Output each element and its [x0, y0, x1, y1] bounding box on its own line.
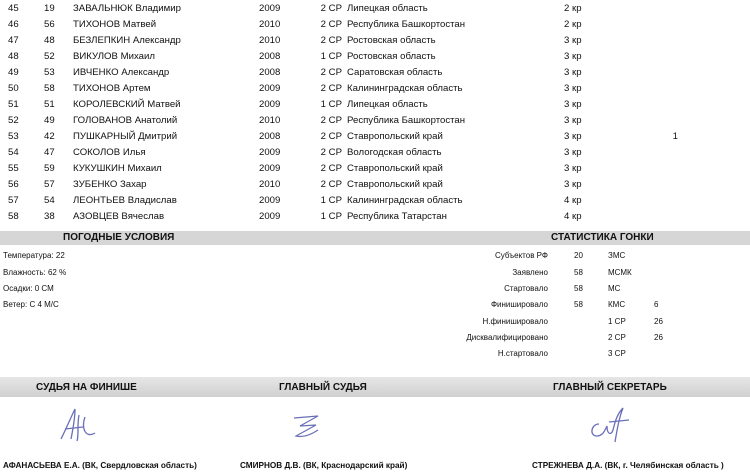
cell-year: 2009 — [259, 2, 281, 14]
table-row — [0, 96, 750, 112]
cell-result: 3 кр — [564, 114, 582, 126]
table-row — [0, 128, 750, 144]
cell-cat: 2 СР — [320, 82, 342, 94]
cell-place: 45 — [8, 2, 19, 14]
cell-cat: 2 СР — [320, 179, 342, 191]
chief-judge-signature — [288, 410, 328, 444]
cell-empty — [678, 144, 750, 160]
cell-empty — [678, 128, 750, 144]
table-row — [0, 80, 750, 96]
cell-name: ЗАВАЛЬНЮК Владимир — [73, 2, 181, 14]
table-row — [0, 16, 750, 32]
cell-points — [622, 16, 678, 32]
stats-rank: ЗМС — [608, 251, 626, 260]
cell-region: Республика Башкортостан — [347, 114, 466, 126]
cell-empty — [678, 112, 750, 128]
cell-region: Липецкая область — [347, 98, 428, 110]
stats-label: Дисквалифицировано — [466, 333, 548, 342]
cell-empty — [678, 48, 750, 64]
cell-place: 51 — [8, 98, 19, 110]
cell-points — [622, 112, 678, 128]
cell-region: Ставропольский край — [347, 162, 443, 174]
weather-precipitation: Осадки: 0 СМ — [3, 284, 54, 293]
stats-title: СТАТИСТИКА ГОНКИ — [551, 232, 654, 243]
table-row — [0, 112, 750, 128]
cell-name: ЗУБЕНКО Захар — [73, 179, 147, 191]
cell-place: 53 — [8, 130, 19, 142]
stats-count: 26 — [654, 317, 663, 326]
section-header-bar — [0, 231, 750, 245]
cell-place: 48 — [8, 50, 19, 62]
stats-value: 58 — [574, 284, 583, 293]
chief-secretary-signature — [585, 404, 635, 446]
cell-region: Ростовская область — [347, 50, 436, 62]
cell-num: 56 — [44, 18, 55, 30]
cell-points — [622, 144, 678, 160]
cell-num: 59 — [44, 162, 55, 174]
cell-empty — [678, 32, 750, 48]
cell-points — [622, 48, 678, 64]
stats-rank: 1 СР — [608, 317, 626, 326]
chief-secretary-title: ГЛАВНЫЙ СЕКРЕТАРЬ — [553, 382, 667, 393]
stats-label: Стартовало — [504, 284, 548, 293]
cell-name: АЗОВЦЕВ Вячеслав — [73, 211, 165, 223]
cell-empty — [678, 80, 750, 96]
cell-result: 3 кр — [564, 34, 582, 46]
stats-rank: МС — [608, 284, 621, 293]
cell-empty — [678, 177, 750, 193]
stats-value: 58 — [574, 300, 583, 309]
cell-empty — [678, 209, 750, 225]
cell-name: ГОЛОВАНОВ Анатолий — [73, 114, 178, 126]
cell-empty — [678, 160, 750, 176]
cell-name: БЕЗЛЕПКИН Александр — [73, 34, 181, 46]
cell-place: 52 — [8, 114, 19, 126]
cell-region: Саратовская область — [347, 66, 443, 78]
stats-value: 58 — [574, 268, 583, 277]
cell-region: Ставропольский край — [347, 130, 443, 142]
cell-result: 3 кр — [564, 82, 582, 94]
cell-cat: 2 СР — [320, 146, 342, 158]
cell-year: 2008 — [259, 66, 281, 78]
cell-place: 47 — [8, 34, 19, 46]
cell-points — [622, 0, 678, 16]
cell-num: 58 — [44, 82, 55, 94]
cell-cat: 1 СР — [320, 211, 342, 223]
cell-place: 49 — [8, 66, 19, 78]
table-row — [0, 48, 750, 64]
cell-num: 47 — [44, 146, 55, 158]
cell-name: ИВЧЕНКО Александр — [73, 66, 170, 78]
cell-num: 54 — [44, 195, 55, 207]
cell-result: 2 кр — [564, 2, 582, 14]
cell-num: 53 — [44, 66, 55, 78]
cell-cat: 2 СР — [320, 162, 342, 174]
cell-result: 3 кр — [564, 130, 582, 142]
cell-result: 3 кр — [564, 179, 582, 191]
cell-result: 3 кр — [564, 66, 582, 78]
cell-region: Липецкая область — [347, 2, 428, 14]
chief-secretary-name: СТРЕЖНЕВА Д.А. (ВК, г. Челябинская область ) — [532, 461, 724, 470]
cell-num: 51 — [44, 98, 55, 110]
table-row — [0, 193, 750, 209]
table-row — [0, 0, 750, 16]
cell-num: 49 — [44, 114, 55, 126]
cell-name: КОРОЛЕВСКИЙ Матвей — [73, 98, 181, 110]
cell-empty — [678, 0, 750, 16]
cell-name: ТИХОНОВ Артем — [73, 82, 151, 94]
cell-empty — [678, 16, 750, 32]
cell-place: 58 — [8, 211, 19, 223]
cell-name: ТИХОНОВ Матвей — [73, 18, 157, 30]
weather-humidity: Влажность: 62 % — [3, 268, 67, 277]
cell-points — [622, 64, 678, 80]
cell-region: Вологодская область — [347, 146, 442, 158]
cell-num: 57 — [44, 179, 55, 191]
stats-label: Н.стартовало — [497, 349, 548, 358]
stats-label: Н.финишировало — [482, 317, 548, 326]
table-row — [0, 177, 750, 193]
stats-rank: 3 СР — [608, 349, 626, 358]
cell-year: 2009 — [259, 146, 281, 158]
cell-empty — [678, 96, 750, 112]
cell-result: 3 кр — [564, 98, 582, 110]
cell-result: 3 кр — [564, 50, 582, 62]
cell-year: 2009 — [259, 211, 281, 223]
cell-year: 2008 — [259, 50, 281, 62]
cell-year: 2010 — [259, 34, 281, 46]
cell-points — [622, 193, 678, 209]
cell-year: 2008 — [259, 130, 281, 142]
cell-num: 38 — [44, 211, 55, 223]
table-row — [0, 209, 750, 225]
cell-empty — [678, 64, 750, 80]
stats-rank: МСМК — [608, 268, 632, 277]
cell-cat: 2 СР — [320, 18, 342, 30]
cell-place: 46 — [8, 18, 19, 30]
cell-result: 4 кр — [564, 211, 582, 223]
cell-cat: 2 СР — [320, 66, 342, 78]
table-row — [0, 160, 750, 176]
cell-year: 2010 — [259, 179, 281, 191]
stats-count: 6 — [654, 300, 659, 309]
cell-place: 57 — [8, 195, 19, 207]
cell-cat: 2 СР — [320, 34, 342, 46]
cell-year: 2010 — [259, 114, 281, 126]
cell-year: 2009 — [259, 162, 281, 174]
stats-value: 20 — [574, 251, 583, 260]
cell-points — [622, 177, 678, 193]
cell-name: ВИКУЛОВ Михаил — [73, 50, 155, 62]
cell-num: 42 — [44, 130, 55, 142]
cell-region: Республика Башкортостан — [347, 18, 466, 30]
cell-num: 48 — [44, 34, 55, 46]
cell-result: 3 кр — [564, 162, 582, 174]
stats-label: Субъектов РФ — [494, 251, 548, 260]
cell-points — [622, 209, 678, 225]
stats-label: Заявлено — [512, 268, 548, 277]
finish-judge-title: СУДЬЯ НА ФИНИШЕ — [36, 382, 137, 393]
cell-points — [622, 160, 678, 176]
cell-result: 4 кр — [564, 195, 582, 207]
cell-points — [622, 80, 678, 96]
cell-result: 3 кр — [564, 146, 582, 158]
weather-wind: Ветер: С 4 М/С — [3, 300, 59, 309]
cell-cat: 2 СР — [320, 2, 342, 14]
cell-num: 52 — [44, 50, 55, 62]
stats-rank: 2 СР — [608, 333, 626, 342]
stats-label: Финишировало — [490, 300, 548, 309]
finish-judge-signature — [55, 405, 99, 445]
weather-title: ПОГОДНЫЕ УСЛОВИЯ — [63, 232, 175, 243]
cell-region: Республика Татарстан — [347, 211, 447, 223]
cell-cat: 2 СР — [320, 130, 342, 142]
chief-judge-title: ГЛАВНЫЙ СУДЬЯ — [279, 382, 367, 393]
cell-place: 55 — [8, 162, 19, 174]
cell-place: 54 — [8, 146, 19, 158]
cell-region: Калининградская область — [347, 195, 463, 207]
cell-year: 2009 — [259, 195, 281, 207]
stats-count: 26 — [654, 333, 663, 342]
chief-judge-name: СМИРНОВ Д.В. (ВК, Краснодарский край) — [240, 461, 408, 470]
cell-points — [622, 96, 678, 112]
cell-cat: 1 СР — [320, 195, 342, 207]
finish-judge-name: АФАНАСЬЕВА Е.А. (ВК, Свердловская область) — [3, 461, 197, 470]
cell-year: 2009 — [259, 98, 281, 110]
cell-cat: 2 СР — [320, 114, 342, 126]
cell-year: 2009 — [259, 82, 281, 94]
cell-empty — [678, 193, 750, 209]
results-body — [0, 0, 750, 225]
cell-region: Ростовская область — [347, 34, 436, 46]
cell-place: 50 — [8, 82, 19, 94]
cell-points: 1 — [672, 130, 678, 142]
cell-region: Калининградская область — [347, 82, 463, 94]
officials-header-bar — [0, 377, 750, 397]
table-row — [0, 32, 750, 48]
cell-year: 2010 — [259, 18, 281, 30]
cell-cat: 1 СР — [320, 50, 342, 62]
cell-name: СОКОЛОВ Илья — [73, 146, 146, 158]
cell-region: Ставропольский край — [347, 179, 443, 191]
cell-result: 2 кр — [564, 18, 582, 30]
cell-name: ПУШКАРНЫЙ Дмитрий — [73, 130, 178, 142]
cell-place: 56 — [8, 179, 19, 191]
cell-cat: 1 СР — [320, 98, 342, 110]
cell-name: КУКУШКИН Михаил — [73, 162, 162, 174]
stats-rank: КМС — [608, 300, 626, 309]
table-row — [0, 64, 750, 80]
cell-num: 19 — [44, 2, 55, 14]
cell-points — [622, 32, 678, 48]
weather-temperature: Температура: 22 — [3, 251, 65, 260]
results-table — [0, 0, 750, 225]
table-row — [0, 144, 750, 160]
cell-name: ЛЕОНТЬЕВ Владислав — [73, 195, 177, 207]
